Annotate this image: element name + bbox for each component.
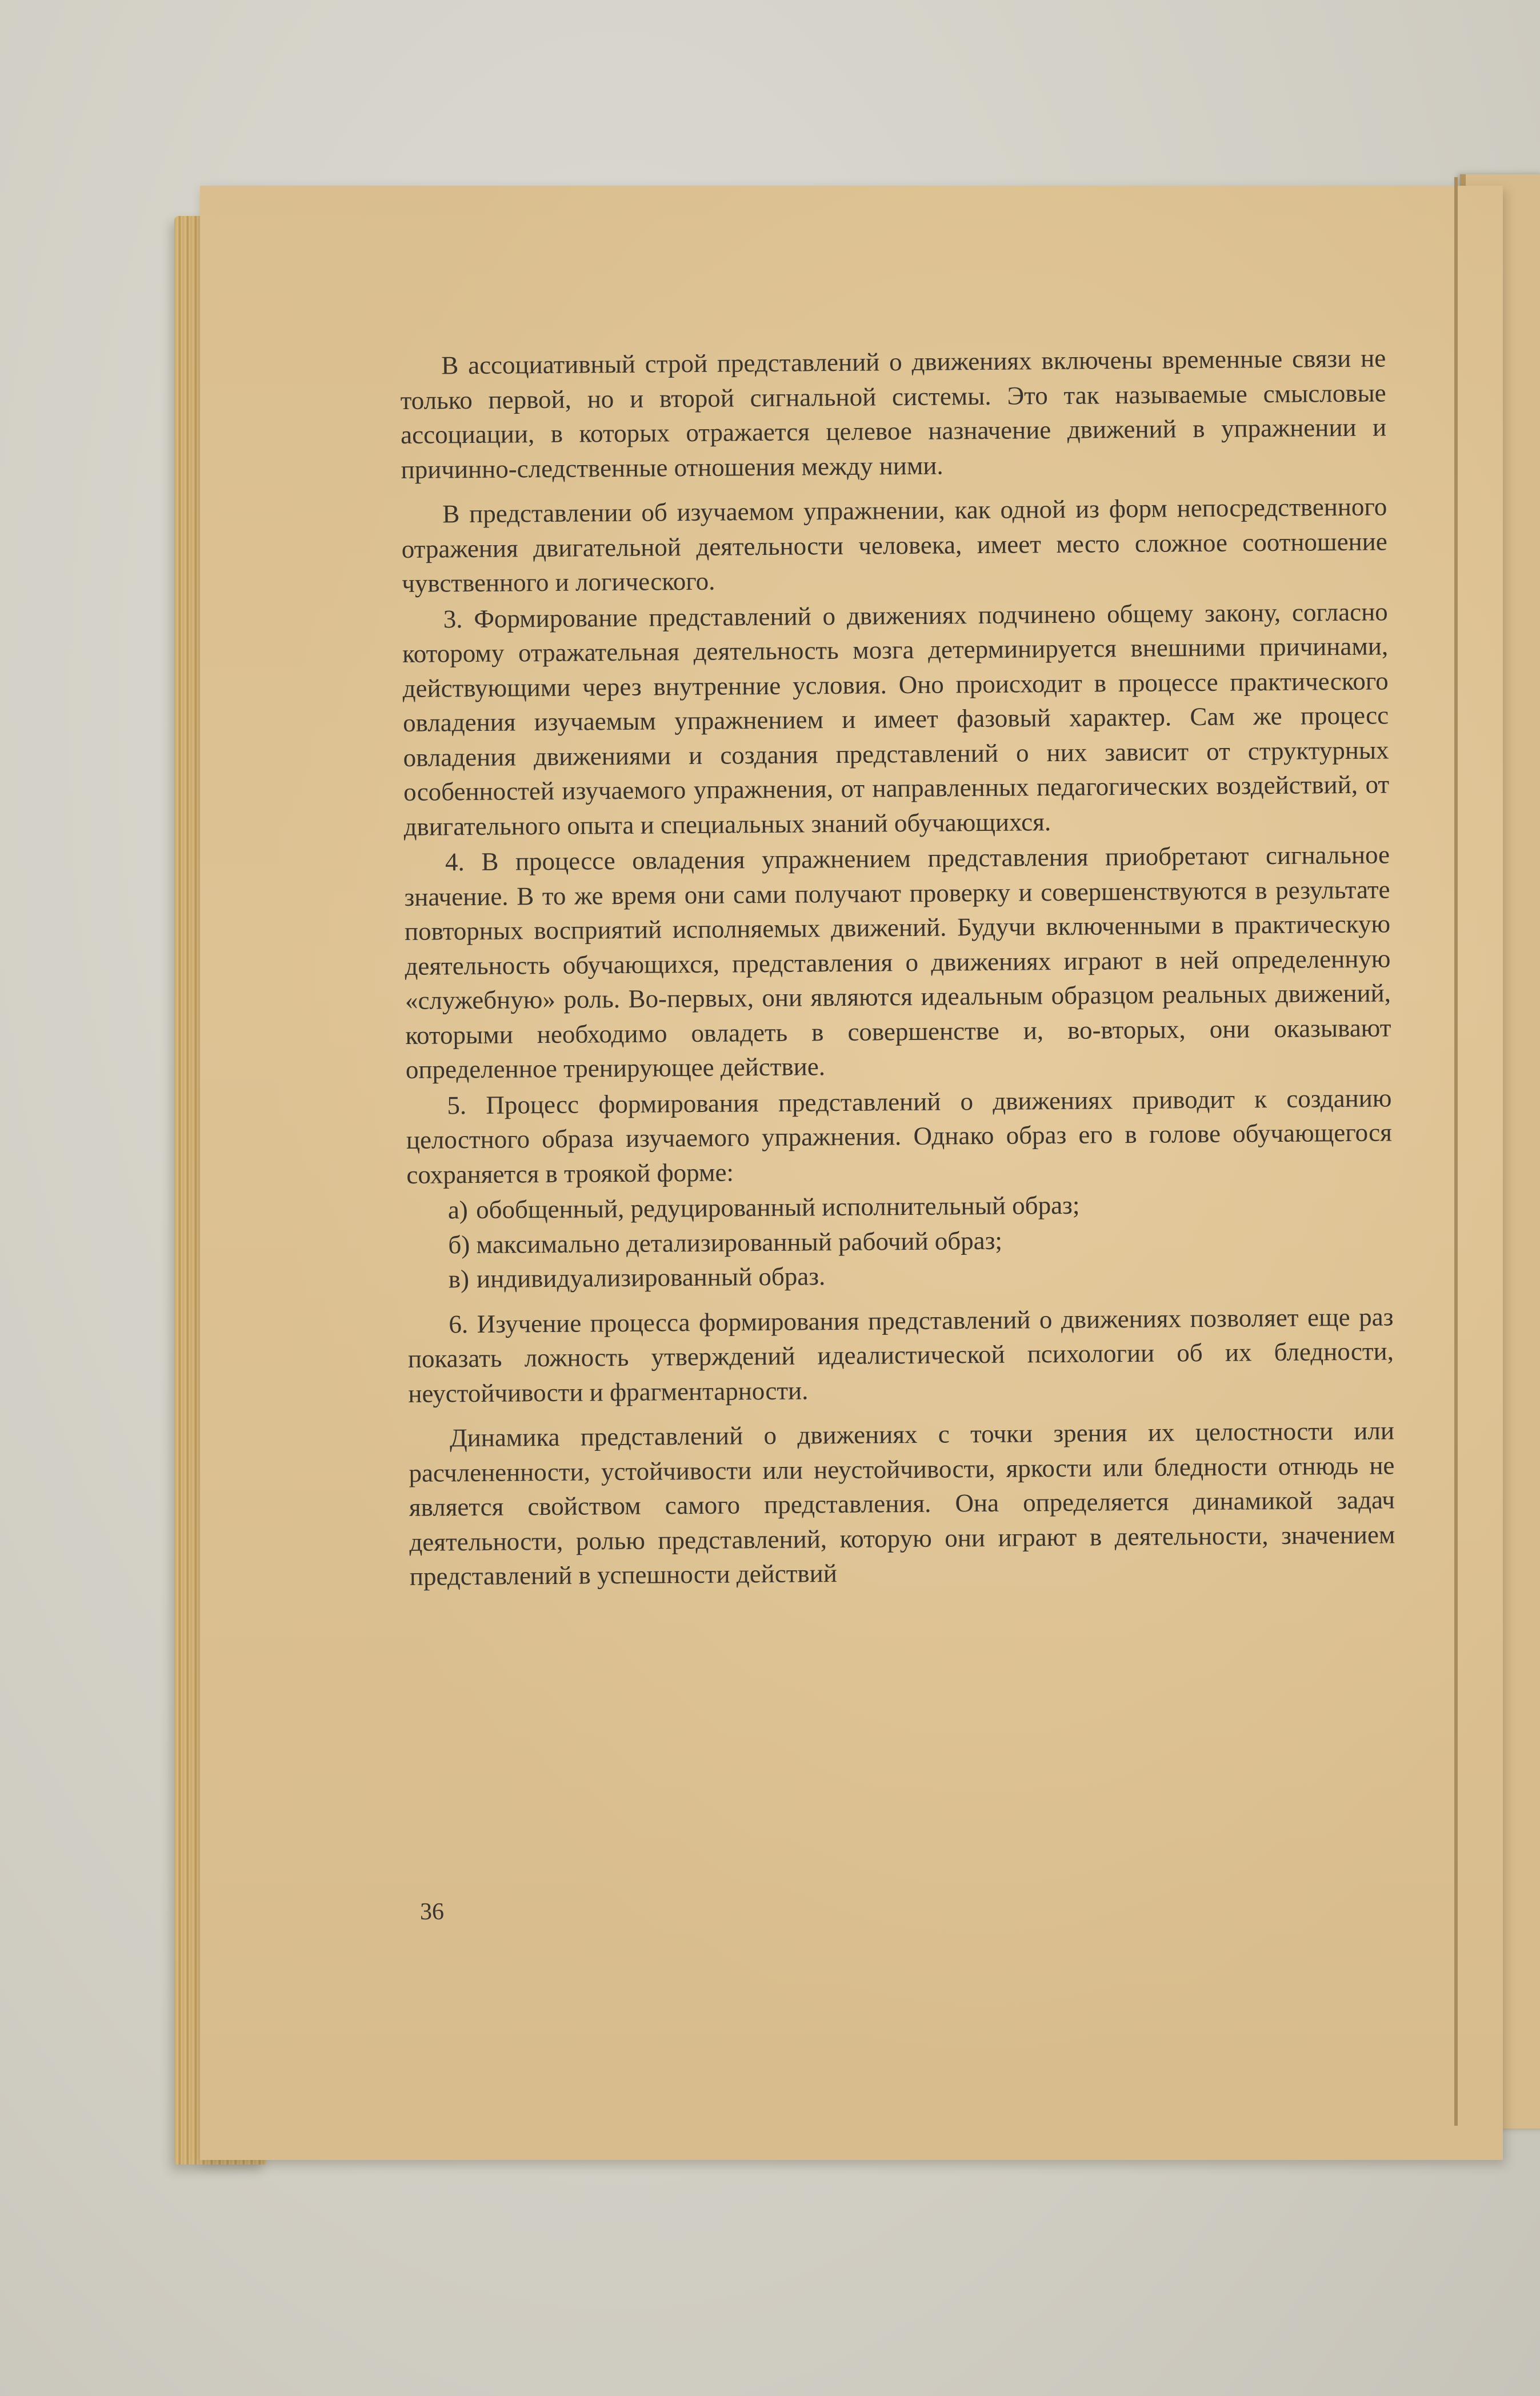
page-number: 36 — [420, 1899, 444, 1925]
book-gutter — [1454, 177, 1458, 2126]
paragraph: 3. Формирование представлений о движениях подчинено общему закону, согласно которому отражательная деятельность мозга детерминируется внешними причинами, действующими через внутренние условия. Оно происходит в процессе практического овладения изучаемым упражнением и имеет фазовый характер. Сам же процесс овладения движениями и создания представлений о них зависит от структурных особенностей изучаемого упражнения, от направленных педагогических воздействий, от двигательного опыта и специальных знаний обучающихся. — [402, 597, 1390, 841]
paragraph: 6. Изучение процесса формирования представлений о движениях позволяет еще раз показать ложность утверждений идеалистической психологии об их бледности, неустойчивости и фрагментарности. — [407, 1302, 1394, 1408]
list-text: индивидуализированный образ. — [476, 1262, 826, 1293]
paragraph: В ассоциативный строй представлений о движениях включены временные связи не только первой, но и второй сигнальной системы. Это так называемые смысловые ассоциации, в которых отражается целевое назначение движений в упражнении и причинно-следственные отношения между ними. — [400, 343, 1387, 484]
paragraph: Динамика представлений о движениях с точки зрения их целостности или расчлененности, устойчивости или неустойчивости, яркости или бледности отнюдь не является свойством самого представления. Она определяется динамикой задач деятельности, ролью представлений, которую они играют в деятельности, значением представлений в успешности действий — [409, 1416, 1395, 1591]
list-item — [407, 1254, 1393, 1297]
paragraph: 5. Процесс формирования представлений о движениях приводит к созданию целостного образа изучаемого упражнения. Однако образ его в голове обучающегося сохраняется в троякой форме: — [406, 1083, 1393, 1189]
page-text — [400, 341, 1395, 1595]
paragraph: 4. В процессе овладения упражнением представления приобретают сигнальное значение. В то же время они сами получают проверку и совершенствуются в результате повторных восприятий исполняемых движений. Будучи включенными в практическую деятельность обучающихся, представления о движениях играют в ней определенную «служебную» роль. Во-первых, они являются идеальным образцом реальных движений, которыми необходимо овладеть в совершенстве и, во-вторых, они оказывают определенное тренирующее действие. — [404, 840, 1391, 1084]
form-list — [407, 1185, 1393, 1297]
list-text: обобщенный, редуцированный исполнительный образ; — [475, 1190, 1080, 1225]
paragraph: В представлении об изучаемом упражнении, как одной из форм непосредственного отражения двигательной деятельности человека, имеет место сложное соотношение чувственного и логического. — [401, 492, 1387, 598]
list-marker: в) — [448, 1265, 470, 1294]
list-marker: а) — [447, 1195, 469, 1225]
list-marker: б) — [448, 1230, 470, 1259]
list-text: максимально детализированный рабочий образ; — [476, 1226, 1003, 1259]
